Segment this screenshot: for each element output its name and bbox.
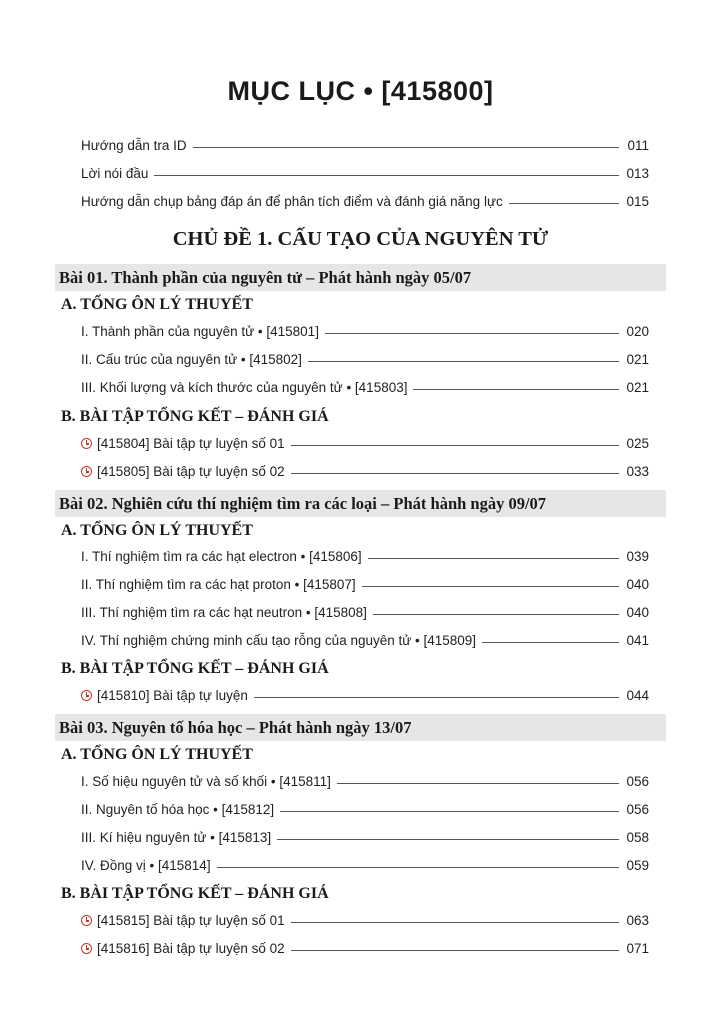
page-title: MỤC LỤC • [415800] (227, 76, 494, 106)
dot-leader (373, 614, 619, 615)
toc-entry[interactable] (81, 941, 649, 963)
dot-leader (368, 558, 619, 559)
toc-entry[interactable] (81, 324, 649, 346)
toc-entry-page: 040 (626, 577, 649, 592)
dot-leader (154, 175, 619, 176)
toc-entry-label: Hướng dẫn tra ID (81, 138, 187, 153)
dot-leader (193, 147, 619, 148)
toc-entry-page: 011 (627, 138, 649, 153)
toc-entry-label: [415810] Bài tập tự luyện (97, 688, 248, 703)
toc-entry[interactable] (81, 464, 649, 486)
dot-leader (337, 783, 619, 784)
section-heading-theory: A. TỔNG ÔN LÝ THUYẾT (61, 522, 253, 539)
dot-leader (291, 922, 619, 923)
dot-leader (291, 445, 619, 446)
dot-leader (509, 203, 619, 204)
toc-entry[interactable] (81, 605, 649, 627)
section-heading-exercise: B. BÀI TẬP TỔNG KẾT – ĐÁNH GIÁ (61, 660, 329, 677)
dot-leader (254, 697, 619, 698)
toc-entry-page: 071 (626, 941, 649, 956)
toc-entry[interactable] (81, 774, 649, 796)
toc-entry[interactable] (81, 436, 649, 458)
toc-entry-page: 056 (626, 774, 649, 789)
toc-entry-label: I. Thí nghiệm tìm ra các hạt electron • [415806] (81, 549, 362, 564)
clock-icon (81, 915, 92, 926)
dot-leader (291, 473, 619, 474)
dot-leader (362, 586, 619, 587)
section-heading-theory: A. TỔNG ÔN LÝ THUYẾT (61, 746, 253, 763)
dot-leader (413, 389, 619, 390)
toc-entry-label: IV. Đồng vị • [415814] (81, 858, 211, 873)
dot-leader (291, 950, 619, 951)
toc-entry-label: Lời nói đầu (81, 166, 149, 181)
toc-entry[interactable] (81, 352, 649, 374)
toc-entry-label: [415804] Bài tập tự luyện số 01 (97, 436, 285, 451)
section-heading-exercise: B. BÀI TẬP TỔNG KẾT – ĐÁNH GIÁ (61, 408, 329, 425)
toc-entry[interactable] (81, 166, 649, 188)
toc-entry[interactable] (81, 830, 649, 852)
dot-leader (217, 867, 619, 868)
toc-entry-page: 015 (626, 194, 649, 209)
clock-icon (81, 690, 92, 701)
toc-entry[interactable] (81, 633, 649, 655)
toc-entry-label: I. Thành phần của nguyên tử • [415801] (81, 324, 319, 339)
toc-entry-page: 063 (626, 913, 649, 928)
toc-entry-label: IV. Thí nghiệm chứng minh cấu tạo rỗng của nguyên tử • [415809] (81, 633, 477, 648)
toc-entry-page: 021 (626, 352, 649, 367)
toc-entry[interactable] (81, 802, 649, 824)
toc-entry-label: II. Thí nghiệm tìm ra các hạt proton • [415807] (81, 577, 356, 592)
clock-icon (81, 943, 92, 954)
toc-entry-label: Hướng dẫn chụp bảng đáp án để phân tích điểm và đánh giá năng lực (81, 194, 503, 209)
toc-entry-label: [415815] Bài tập tự luyện số 01 (97, 913, 285, 928)
toc-entry-label: II. Nguyên tố hóa học • [415812] (81, 802, 275, 817)
section-heading-theory: A. TỔNG ÔN LÝ THUYẾT (61, 296, 253, 313)
toc-entry[interactable] (81, 549, 649, 571)
toc-entry-label: I. Số hiệu nguyên tử và số khối • [415811] (81, 774, 331, 789)
toc-entry[interactable] (81, 858, 649, 880)
dot-leader (482, 642, 619, 643)
toc-entry[interactable] (81, 577, 649, 599)
toc-entry-page: 040 (626, 605, 649, 620)
topic-title: CHỦ ĐỀ 1. CẤU TẠO CỦA NGUYÊN TỬ (172, 228, 549, 250)
toc-entry-page: 025 (626, 436, 649, 451)
dot-leader (277, 839, 619, 840)
toc-entry-page: 041 (626, 633, 649, 648)
clock-icon (81, 466, 92, 477)
toc-entry-label: III. Khối lượng và kích thước của nguyên tử • [415803] (81, 380, 408, 395)
toc-entry-page: 033 (626, 464, 649, 479)
lesson-title: Bài 03. Nguyên tố hóa học – Phát hành ngày 13/07 (55, 714, 666, 741)
toc-entry-page: 059 (626, 858, 649, 873)
toc-entry-label: III. Kí hiệu nguyên tử • [415813] (81, 830, 272, 845)
toc-entry-label: II. Cấu trúc của nguyên tử • [415802] (81, 352, 302, 367)
lesson-title: Bài 01. Thành phần của nguyên tử – Phát hành ngày 05/07 (55, 264, 666, 291)
section-heading-exercise: B. BÀI TẬP TỔNG KẾT – ĐÁNH GIÁ (61, 885, 329, 902)
dot-leader (325, 333, 619, 334)
toc-entry-page: 039 (626, 549, 649, 564)
dot-leader (280, 811, 619, 812)
toc-entry-page: 058 (626, 830, 649, 845)
toc-entry[interactable] (81, 194, 649, 216)
dot-leader (308, 361, 619, 362)
toc-entry[interactable] (81, 138, 649, 160)
toc-entry-label: [415816] Bài tập tự luyện số 02 (97, 941, 285, 956)
toc-entry-page: 020 (626, 324, 649, 339)
toc-entry[interactable] (81, 913, 649, 935)
toc-entry[interactable] (81, 688, 649, 710)
lesson-title: Bài 02. Nghiên cứu thí nghiệm tìm ra các loại – Phát hành ngày 09/07 (55, 490, 666, 517)
toc-entry-page: 021 (626, 380, 649, 395)
toc-entry-page: 044 (626, 688, 649, 703)
clock-icon (81, 438, 92, 449)
toc-entry-page: 013 (626, 166, 649, 181)
toc-entry-label: III. Thí nghiệm tìm ra các hạt neutron • [415808] (81, 605, 367, 620)
toc-entry[interactable] (81, 380, 649, 402)
toc-entry-label: [415805] Bài tập tự luyện số 02 (97, 464, 285, 479)
toc-entry-page: 056 (626, 802, 649, 817)
